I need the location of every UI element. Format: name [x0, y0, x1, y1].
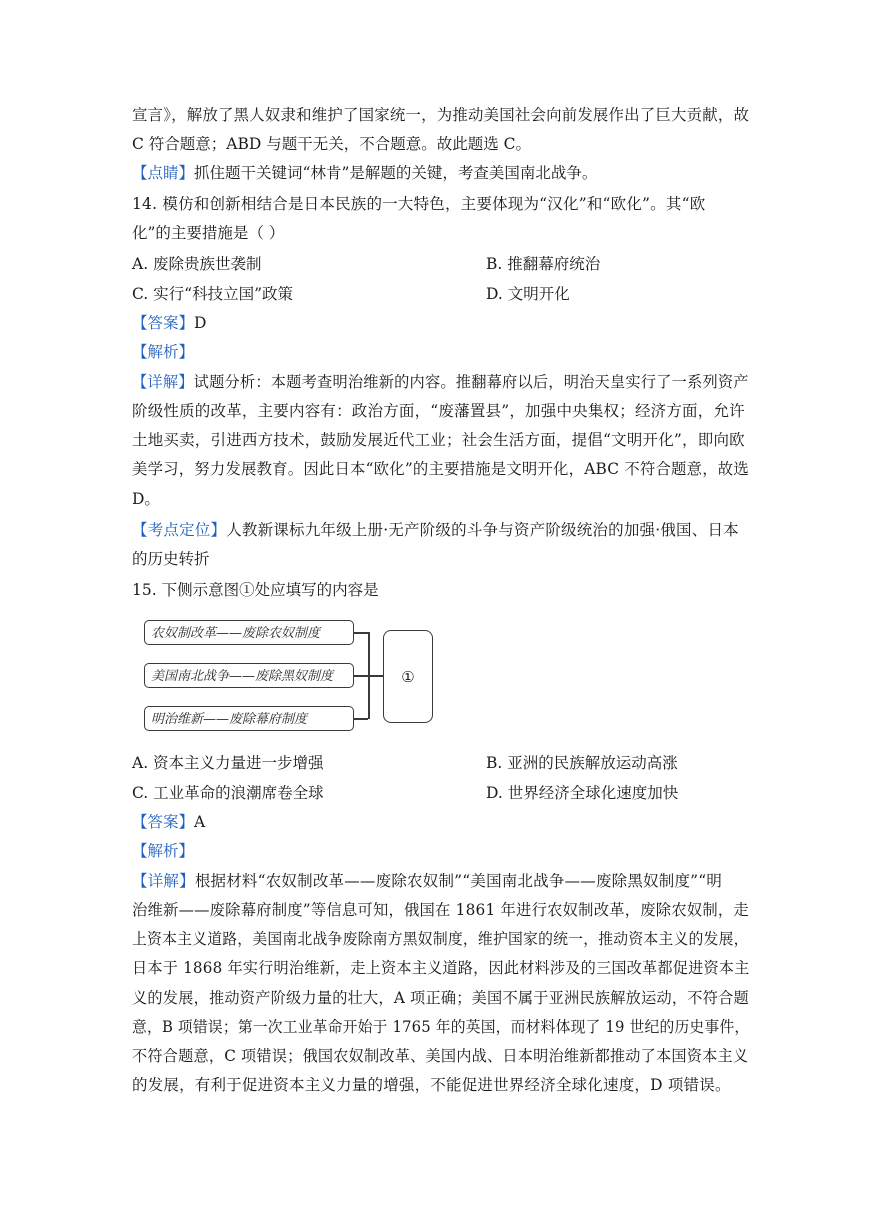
diagram-target-box: ① [383, 630, 433, 723]
q15-detail-line: 上资本主义道路，美国南北战争废除南方黑奴制度，维护国家的统一，推动资本主义的发展， [132, 930, 749, 948]
text-line: C 符合题意；ABD 与题干无关，不合题意。故此题选 C。 [132, 135, 532, 153]
q14-detail-line: 美学习，努力发展教育。因此日本“欧化”的主要措施是文明开化，ABC 不符合题意，故选 [132, 460, 749, 478]
question-14-stem: 14. 模仿和创新相结合是日本民族的一大特色，主要体现为“汉化”和“欧化”。其“欧 [132, 195, 706, 213]
q15-detail-line: 的发展，有利于促进资本主义力量的增强，不能促进世界经济全球化速度，D 项错误。 [132, 1076, 731, 1094]
q15-option-a: A. 资本主义力量进一步增强 [132, 754, 324, 772]
connector-line [354, 718, 368, 720]
connector-line [368, 632, 370, 719]
q15-option-b: B. 亚洲的民族解放运动高涨 [486, 754, 678, 772]
q14-option-b: B. 推翻幕府统治 [486, 255, 601, 273]
q14-analysis-label: 【解析】 [132, 343, 195, 361]
connector-line [354, 632, 368, 634]
q14-detail-line: D。 [132, 490, 160, 508]
q14-kaodian-line: 【考点定位】人教新课标九年级上册·无产阶级的斗争与资产阶级统治的加强·俄国、日本 [132, 521, 739, 539]
q14-answer: 【答案】D [132, 314, 207, 332]
question-15-stem: 15. 下侧示意图①处应填写的内容是 [132, 581, 379, 599]
diagram-box-serfdom: 农奴制改革——废除农奴制度 [144, 620, 354, 645]
q15-option-d: D. 世界经济全球化速度加快 [486, 784, 679, 802]
q15-detail-line: 不符合题意，C 项错误；俄国农奴制改革、美国内战、日本明治维新都推动了本国资本主义 [132, 1047, 749, 1065]
question-14-stem-cont: 化”的主要措施是（ ） [132, 224, 285, 242]
q14-kaodian-line: 的历史转折 [132, 550, 210, 568]
q15-answer: 【答案】A [132, 813, 206, 831]
diagram-box-meiji: 明治维新——废除幕府制度 [144, 706, 354, 731]
diagram-box-civil-war: 美国南北战争——废除黑奴制度 [144, 663, 354, 688]
q14-option-d: D. 文明开化 [486, 285, 570, 303]
q14-detail-line: 阶级性质的改革，主要内容有：政治方面，“废藩置县”，加强中央集权；经济方面，允许 [132, 402, 745, 420]
q15-analysis-label: 【解析】 [132, 842, 195, 860]
q15-option-c: C. 工业革命的浪潮席卷全球 [132, 784, 324, 802]
reform-diagram [140, 617, 440, 729]
q14-detail-line: 【详解】试题分析：本题考查明治维新的内容。推翻幕府以后，明治天皇实行了一系列资产 [132, 373, 749, 391]
q15-detail-line: 日本于 1868 年实行明治维新，走上资本主义道路，因此材料涉及的三国改革都促进资本主 [132, 959, 750, 977]
q14-option-a: A. 废除贵族世袭制 [132, 255, 262, 273]
text-line: 宣言》，解放了黑人奴隶和维护了国家统一，为推动美国社会向前发展作出了巨大贡献，故 [132, 106, 750, 124]
q15-detail-line: 【详解】根据材料“农奴制改革——废除农奴制”“美国南北战争——废除黑奴制度”“明 [132, 872, 723, 890]
q14-option-c: C. 实行“科技立国”政策 [132, 285, 294, 303]
q15-detail-line: 意，B 项错误；第一次工业革命开始于 1765 年的英国，而材料体现了 19 世纪的历史事件， [132, 1018, 750, 1036]
dianjing-note: 【点睛】抓住题干关键词“林肯”是解题的关键，考查美国南北战争。 [132, 164, 598, 182]
q15-detail-line: 治维新——废除幕府制度”等信息可知，俄国在 1861 年进行农奴制改革，废除农奴制，走 [132, 901, 749, 919]
q15-detail-line: 义的发展，推动资产阶级力量的壮大，A 项正确；美国不属于亚洲民族解放运动，不符合题 [132, 989, 749, 1007]
q14-detail-line: 土地买卖，引进西方技术，鼓励发展近代工业；社会生活方面，提倡“文明开化”，即向欧 [132, 431, 745, 449]
